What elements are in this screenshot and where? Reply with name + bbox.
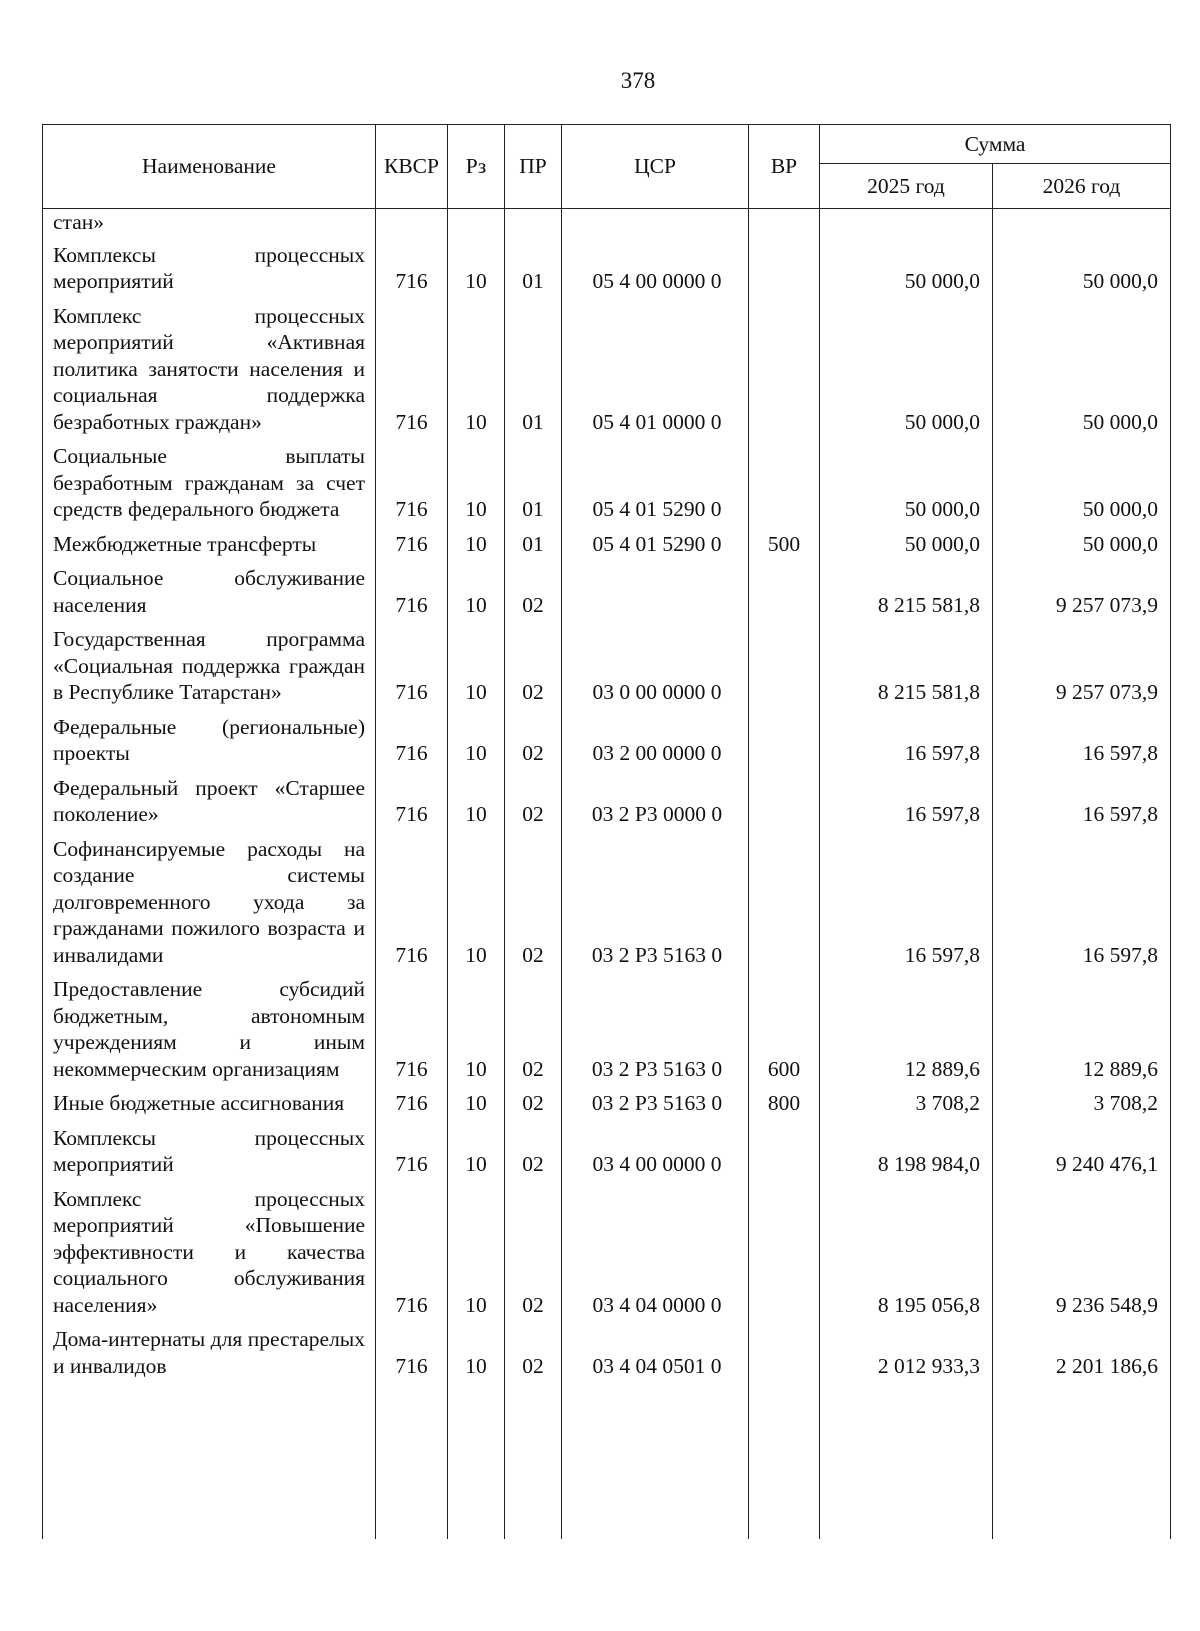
sum-2026-cell: 9 257 073,9 (993, 561, 1171, 622)
table-row (43, 832, 1171, 973)
header-vr: ВР (749, 125, 820, 209)
vr-cell (749, 1322, 820, 1539)
rz-cell: 10 (448, 1322, 505, 1539)
name-cell: Социальные выплаты безработным гражданам за счет средств федерального бюджета (43, 439, 376, 527)
table-row (43, 771, 1171, 832)
rz-cell: 10 (448, 299, 505, 440)
rz-cell: 10 (448, 1121, 505, 1182)
table-row (43, 622, 1171, 710)
name-cell: Дома-интернаты для престарелых и инвалидов (43, 1322, 376, 1539)
csr-cell (562, 209, 749, 238)
kvsr-cell: 716 (376, 832, 448, 973)
name-cell: Предоставление субсидий бюджетным, автономным учреждениям и иным некоммерческим организациям (43, 972, 376, 1086)
csr-cell: 03 4 04 0501 0 (562, 1322, 749, 1539)
sum-2025-cell: 8 215 581,8 (820, 561, 993, 622)
kvsr-cell: 716 (376, 527, 448, 562)
csr-cell: 03 4 00 0000 0 (562, 1121, 749, 1182)
sum-2026-cell: 9 236 548,9 (993, 1182, 1171, 1323)
sum-2025-cell: 8 195 056,8 (820, 1182, 993, 1323)
vr-cell: 500 (749, 527, 820, 562)
pr-cell: 02 (505, 771, 562, 832)
header-rz: Рз (448, 125, 505, 209)
kvsr-cell: 716 (376, 439, 448, 527)
pr-cell: 02 (505, 561, 562, 622)
pr-cell: 01 (505, 299, 562, 440)
header-csr: ЦСР (562, 125, 749, 209)
header-sum: Сумма (820, 125, 1171, 164)
sum-2025-cell: 2 012 933,3 (820, 1322, 993, 1539)
sum-2026-cell: 12 889,6 (993, 972, 1171, 1086)
table-row (43, 238, 1171, 299)
sum-2025-cell: 16 597,8 (820, 832, 993, 973)
rz-cell: 10 (448, 561, 505, 622)
pr-cell: 02 (505, 710, 562, 771)
table-row (43, 209, 1171, 238)
table-row (43, 299, 1171, 440)
sum-2026-cell: 9 240 476,1 (993, 1121, 1171, 1182)
sum-2025-cell: 50 000,0 (820, 527, 993, 562)
csr-cell: 03 2 Р3 5163 0 (562, 1086, 749, 1121)
kvsr-cell: 716 (376, 299, 448, 440)
vr-cell (749, 710, 820, 771)
vr-cell (749, 1121, 820, 1182)
vr-cell (749, 832, 820, 973)
name-cell: Комплексы процессных мероприятий (43, 238, 376, 299)
csr-cell (562, 561, 749, 622)
budget-table (42, 124, 1171, 1539)
header-year-2026: 2026 год (993, 164, 1171, 209)
rz-cell: 10 (448, 972, 505, 1086)
sum-2025-cell: 8 215 581,8 (820, 622, 993, 710)
sum-2025-cell: 50 000,0 (820, 238, 993, 299)
kvsr-cell: 716 (376, 972, 448, 1086)
csr-cell: 03 2 Р3 5163 0 (562, 832, 749, 973)
pr-cell: 02 (505, 622, 562, 710)
name-cell: Межбюджетные трансферты (43, 527, 376, 562)
table-row (43, 1086, 1171, 1121)
sum-2025-cell: 12 889,6 (820, 972, 993, 1086)
sum-2026-cell: 16 597,8 (993, 832, 1171, 973)
rz-cell (448, 209, 505, 238)
sum-2026-cell: 3 708,2 (993, 1086, 1171, 1121)
page-number: 378 (620, 68, 656, 93)
rz-cell: 10 (448, 832, 505, 973)
pr-cell: 02 (505, 1121, 562, 1182)
name-cell: Комплексы процессных мероприятий (43, 1121, 376, 1182)
rz-cell: 10 (448, 710, 505, 771)
header-kvsr: КВСР (376, 125, 448, 209)
pr-cell: 02 (505, 1182, 562, 1323)
vr-cell: 600 (749, 972, 820, 1086)
name-cell: Федеральные (региональные) проекты (43, 710, 376, 771)
csr-cell: 03 2 00 0000 0 (562, 710, 749, 771)
rz-cell: 10 (448, 439, 505, 527)
name-cell: Комплекс процессных мероприятий «Активная политика занятости населения и социальная поддержка безработных граждан» (43, 299, 376, 440)
sum-2026-cell: 50 000,0 (993, 439, 1171, 527)
pr-cell: 01 (505, 439, 562, 527)
table-body (43, 209, 1171, 1540)
table-row (43, 972, 1171, 1086)
sum-2026-cell: 9 257 073,9 (993, 622, 1171, 710)
table-header (43, 125, 1171, 209)
sum-2026-cell: 50 000,0 (993, 527, 1171, 562)
csr-cell: 05 4 01 5290 0 (562, 527, 749, 562)
pr-cell: 02 (505, 1086, 562, 1121)
name-cell: Иные бюджетные ассигнования (43, 1086, 376, 1121)
kvsr-cell: 716 (376, 622, 448, 710)
rz-cell: 10 (448, 238, 505, 299)
csr-cell: 05 4 01 0000 0 (562, 299, 749, 440)
name-cell: Федеральный проект «Старшее поколение» (43, 771, 376, 832)
kvsr-cell: 716 (376, 1121, 448, 1182)
csr-cell: 03 0 00 0000 0 (562, 622, 749, 710)
name-cell: Комплекс процессных мероприятий «Повышение эффективности и качества социального обслуживания населения» (43, 1182, 376, 1323)
sum-2026-cell (993, 209, 1171, 238)
table-row (43, 439, 1171, 527)
table-row (43, 561, 1171, 622)
sum-2025-cell: 3 708,2 (820, 1086, 993, 1121)
kvsr-cell: 716 (376, 1322, 448, 1539)
name-cell: стан» (43, 209, 376, 238)
header-year-2025: 2025 год (820, 164, 993, 209)
table-row (43, 710, 1171, 771)
rz-cell: 10 (448, 1182, 505, 1323)
table-row (43, 1322, 1171, 1539)
sum-2026-cell: 50 000,0 (993, 299, 1171, 440)
vr-cell (749, 561, 820, 622)
table-row (43, 1121, 1171, 1182)
rz-cell: 10 (448, 527, 505, 562)
sum-2025-cell: 16 597,8 (820, 710, 993, 771)
sum-2025-cell: 50 000,0 (820, 439, 993, 527)
pr-cell: 02 (505, 972, 562, 1086)
kvsr-cell (376, 209, 448, 238)
sum-2025-cell (820, 209, 993, 238)
vr-cell (749, 1182, 820, 1323)
pr-cell: 02 (505, 832, 562, 973)
sum-2026-cell: 16 597,8 (993, 710, 1171, 771)
kvsr-cell: 716 (376, 561, 448, 622)
sum-2026-cell: 50 000,0 (993, 238, 1171, 299)
sum-2025-cell: 16 597,8 (820, 771, 993, 832)
pr-cell: 02 (505, 1322, 562, 1539)
vr-cell (749, 622, 820, 710)
sum-2026-cell: 2 201 186,6 (993, 1322, 1171, 1539)
rz-cell: 10 (448, 622, 505, 710)
header-name: Наименование (43, 125, 376, 209)
csr-cell: 03 2 Р3 5163 0 (562, 972, 749, 1086)
pr-cell: 01 (505, 527, 562, 562)
name-cell: Государственная программа «Социальная поддержка граждан в Республике Татарстан» (43, 622, 376, 710)
name-cell: Социальное обслуживание населения (43, 561, 376, 622)
vr-cell (749, 299, 820, 440)
kvsr-cell: 716 (376, 1086, 448, 1121)
csr-cell: 03 4 04 0000 0 (562, 1182, 749, 1323)
rz-cell: 10 (448, 771, 505, 832)
vr-cell (749, 771, 820, 832)
name-cell: Софинансируемые расходы на создание системы долговременного ухода за гражданами пожилого возраста и инвалидами (43, 832, 376, 973)
sum-2025-cell: 8 198 984,0 (820, 1121, 993, 1182)
kvsr-cell: 716 (376, 710, 448, 771)
sum-2025-cell: 50 000,0 (820, 299, 993, 440)
pr-cell: 01 (505, 238, 562, 299)
kvsr-cell: 716 (376, 1182, 448, 1323)
sum-2026-cell: 16 597,8 (993, 771, 1171, 832)
kvsr-cell: 716 (376, 238, 448, 299)
table-row (43, 1182, 1171, 1323)
csr-cell: 03 2 Р3 0000 0 (562, 771, 749, 832)
rz-cell: 10 (448, 1086, 505, 1121)
kvsr-cell: 716 (376, 771, 448, 832)
vr-cell (749, 439, 820, 527)
csr-cell: 05 4 00 0000 0 (562, 238, 749, 299)
header-pr: ПР (505, 125, 562, 209)
table-row (43, 527, 1171, 562)
pr-cell (505, 209, 562, 238)
vr-cell (749, 209, 820, 238)
vr-cell (749, 238, 820, 299)
csr-cell: 05 4 01 5290 0 (562, 439, 749, 527)
vr-cell: 800 (749, 1086, 820, 1121)
